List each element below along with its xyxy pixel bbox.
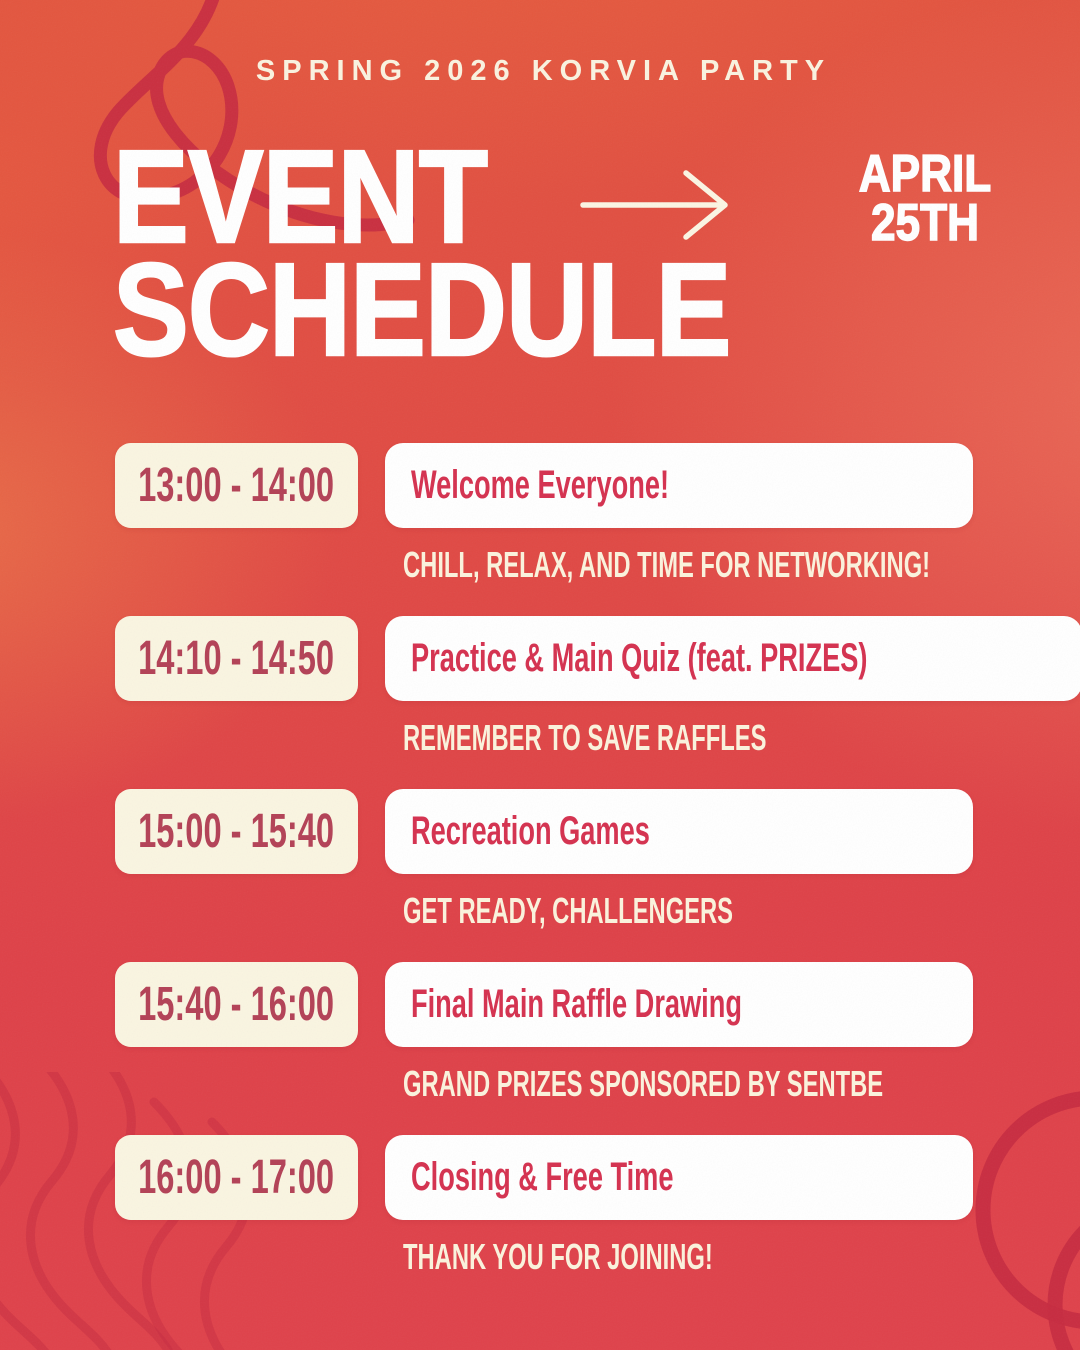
time-range: 14:10 - 14:50 [138,632,335,685]
schedule-row [115,962,973,1047]
page-title-line1: EVENT [113,123,488,270]
time-badge [115,616,358,701]
event-caption-text: GRAND PRIZES SPONSORED BY SENTBE [403,1063,884,1104]
event-caption-text: GET READY, CHALLENGERS [403,890,734,931]
schedule-item [115,1135,973,1308]
time-badge [115,443,358,528]
schedule-list [115,443,973,1308]
event-card [385,443,973,528]
kicker-text: SPRING 2026 KORVIA PARTY [255,55,832,87]
event-caption [403,546,973,584]
event-card [385,962,973,1047]
time-range: 15:00 - 15:40 [138,805,335,858]
time-range: 13:00 - 14:00 [138,459,335,512]
time-badge [115,1135,358,1220]
time-range: 16:00 - 17:00 [138,1151,335,1204]
event-title: Final Main Raffle Drawing [411,982,742,1026]
event-caption-text: REMEMBER TO SAVE RAFFLES [403,717,767,758]
right-arrow-icon [578,168,733,243]
event-date-month: APRIL [858,145,992,203]
time-badge [115,962,358,1047]
time-badge [115,789,358,874]
schedule-row [115,1135,973,1220]
event-card [385,789,973,874]
page-title-line2: SCHEDULE [113,236,731,383]
event-title: Practice & Main Quiz (feat. PRIZES) [411,636,868,680]
schedule-row [115,789,973,874]
schedule-item [115,962,973,1135]
event-title: Closing & Free Time [411,1155,674,1199]
schedule-item [115,443,973,616]
time-range: 15:40 - 16:00 [138,978,335,1031]
schedule-item [115,789,973,962]
event-caption-text: THANK YOU FOR JOINING! [403,1236,713,1277]
schedule-row [115,616,973,701]
event-title: Recreation Games [411,809,650,853]
event-caption [403,1065,973,1103]
event-caption [403,719,973,757]
event-card [385,616,1080,701]
event-date-day: 25TH [870,194,980,252]
event-date [844,145,1006,252]
event-card [385,1135,973,1220]
event-caption [403,892,973,930]
schedule-item [115,616,973,789]
event-caption [403,1238,973,1276]
schedule-row [115,443,973,528]
event-caption-text: CHILL, RELAX, AND TIME FOR NETWORKING! [403,544,931,585]
event-title: Welcome Everyone! [411,463,670,507]
